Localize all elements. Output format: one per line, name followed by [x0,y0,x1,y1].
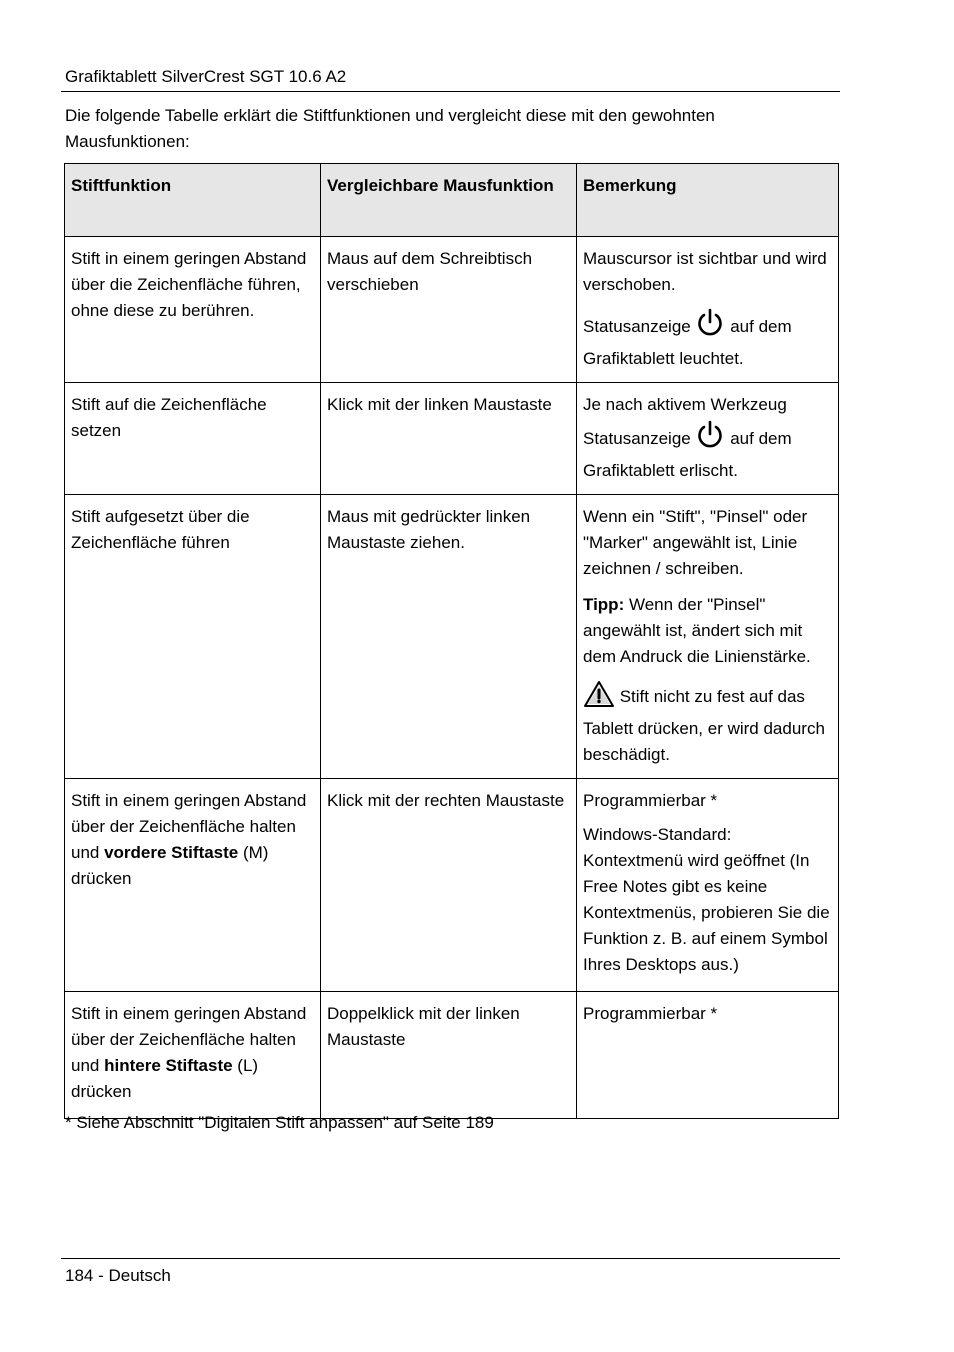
power-icon [695,308,725,346]
footnote: * Siehe Abschnitt "Digitalen Stift anpassen" auf Seite 189 [65,1113,494,1132]
page-footer [61,1258,840,1289]
pen-function-table [64,163,839,1119]
page-header [61,66,840,92]
pen-function-cell: Stift in einem geringen Abstand über der Zeichenfläche halten und vordere Stiftaste (M) drücken [65,779,321,992]
mouse-function-cell: Klick mit der linken Maustaste [321,383,577,495]
power-icon [695,420,725,458]
pen-function-cell: Stift in einem geringen Abstand über die Zeichenfläche führen, ohne diese zu berühren. [65,237,321,383]
table-row [65,779,839,992]
warning-triangle-icon [583,680,615,716]
table-header-row [65,164,839,237]
remark-cell: Mauscursor ist sichtbar und wird verschoben. Statusanzeige auf dem Grafiktablett leuchtet. [577,237,839,383]
intro-text: Die folgende Tabelle erklärt die Stiftfunktionen und vergleicht diese mit den gewohnten Mausfunktionen: [65,106,715,151]
remark-cell: Programmierbar * Windows-Standard: Kontextmenü wird geöffnet (In Free Notes gibt es keine Kontextmenüs, probieren Sie die Funktion z. B. auf einem Symbol Ihres Desktops aus.) [577,779,839,992]
table-row [65,495,839,779]
table-row [65,237,839,383]
page-number: 184 - Deutsch [65,1266,171,1285]
header-stiftfunktion: Stiftfunktion [65,164,321,237]
remark-cell: Programmierbar * [577,992,839,1119]
mouse-function-cell: Maus auf dem Schreibtisch verschieben [321,237,577,383]
table-row [65,383,839,495]
mouse-function-cell: Klick mit der rechten Maustaste [321,779,577,992]
mouse-function-cell: Maus mit gedrückter linken Maustaste ziehen. [321,495,577,779]
remark-cell: Je nach aktivem Werkzeug Statusanzeige auf dem Grafiktablett erlischt. [577,383,839,495]
remark-cell: Wenn ein "Stift", "Pinsel" oder "Marker" angewählt ist, Linie zeichnen / schreiben. Tipp: Wenn der "Pinsel" angewählt ist, ändert sich mit dem Andruck die Linienstärke. Stift nicht zu fest auf das Tablett drücken, er wird dadurch beschädigt. [577,495,839,779]
pen-function-cell: Stift in einem geringen Abstand über der Zeichenfläche halten und hintere Stiftaste (L) drücken [65,992,321,1119]
header-mausfunktion: Vergleichbare Mausfunktion [321,164,577,237]
tip-label: Tipp: [583,595,625,614]
table-row [65,992,839,1119]
document-title: Grafiktablett SilverCrest SGT 10.6 A2 [65,67,347,86]
pen-function-cell: Stift aufgesetzt über die Zeichenfläche führen [65,495,321,779]
pen-function-cell: Stift auf die Zeichenfläche setzen [65,383,321,495]
mouse-function-cell: Doppelklick mit der linken Maustaste [321,992,577,1119]
header-bemerkung: Bemerkung [577,164,839,237]
